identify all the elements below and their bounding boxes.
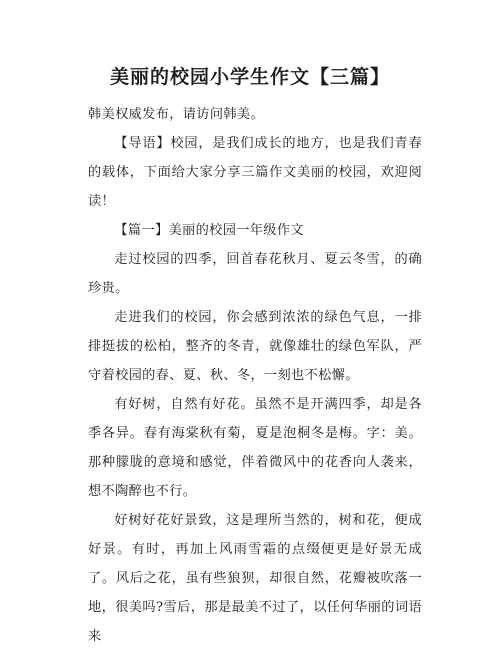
body-paragraph: 好树好花好景致，这是理所当然的，树和花，便成好景。有时，再加上风雨雪霜的点缀便更是好景无成了。风后之花，虽有些狼狈，却很自然，花瓣被吹落一地，很美吗?雪后，那是最美不过了，以任何华丽的词语来 xyxy=(88,513,422,644)
body-paragraph: 有好树，自然有好花。虽然不是开满四季，却是各季各异。春有海棠秋有菊，夏是泡桐冬是梅。字：美。那种朦胧的意境和感觉，伴着微风中的花香向人袭来，想不陶醉也不行。 xyxy=(88,397,422,499)
section-heading: 【篇一】美丽的校园一年级作文 xyxy=(114,223,304,238)
source-line: 韩美权威发布，请访问韩美。 xyxy=(88,107,264,122)
intro-paragraph: 【导语】校园，是我们成长的地方，也是我们青春的载体，下面给大家分享三篇作文美丽的校园，欢迎阅读！ xyxy=(88,136,422,209)
document-title: 美丽的校园小学生作文【三篇】 xyxy=(109,66,390,88)
body-paragraph: 走进我们的校园，你会感到浓浓的绿色气息，一排排挺拔的松柏，整齐的冬青，就像雄壮的绿色军队，严守着校园的春、夏、秋、冬，一刻也不松懈。 xyxy=(88,310,422,383)
document-body xyxy=(88,100,422,651)
body-paragraph: 走过校园的四季，回首春花秋月、夏云冬雪，的确珍贵。 xyxy=(88,252,422,296)
